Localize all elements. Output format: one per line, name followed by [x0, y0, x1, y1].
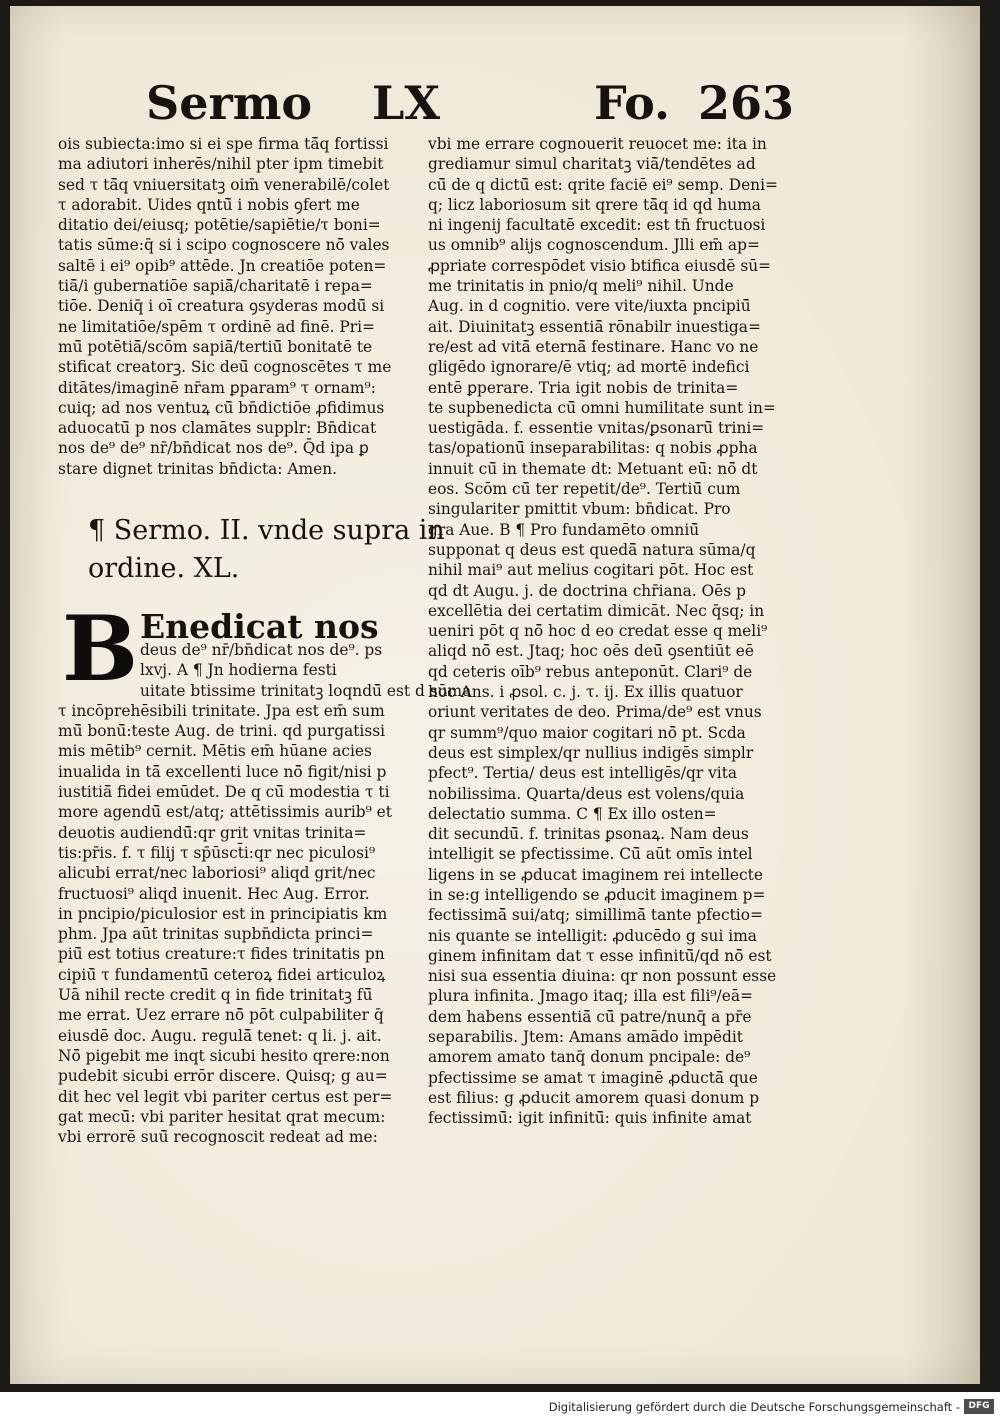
text-line: lxvj. A ¶ Jn hodierna festi [140, 661, 337, 680]
text-line: qd ceteris oīb⁹ rebus anteponūt. Clari⁹ de [428, 662, 753, 681]
text-line: singulariter pmittit vbum: bn̄dicat. Pro [428, 500, 731, 519]
text-line: ait. Diuinitatꝫ essentiā̄ rōnabilr inuestiga= [428, 317, 761, 336]
text-line: nisi sua essentia diuina: qr non possunt esse [428, 967, 777, 986]
text-line: aduocatū̄ p nos clamātes supplr: Bn̄dicat [58, 419, 377, 438]
text-line: ditatio dei/eiusq; potētie/sapiētie/τ boni= [58, 216, 381, 235]
running-head [146, 72, 795, 134]
text-line: deus est simplex/qr nullius indigēs simplr [428, 743, 754, 762]
left-column-body-text [58, 640, 472, 1147]
text-line: me trinitatis in pnio/q meli⁹ nihil. Unde [428, 277, 734, 296]
text-line: cuiq; ad nos ventuꝝ cū̄ bn̄dictiōe ꝓfidimus [58, 398, 385, 417]
text-line: phm. Jpa aūt trinitas supbn̄dicta princi= [58, 925, 374, 944]
running-head-folio-number: 263 [698, 76, 795, 130]
text-line: intelligit se pfectissime. Cū̄ aūt omīs intel [428, 845, 753, 864]
text-line: ligens in se ꝓducat imaginem rei intellecte [428, 865, 763, 884]
text-line: inualida in tā̄ excellenti luce nō̄ figit/nisi p [58, 762, 387, 781]
text-line: mis mētib⁹ cernit. Mētis em̄ hūane acies [58, 742, 372, 761]
text-line: in se:g intelligendo se ꝓducit imaginem p= [428, 885, 766, 904]
text-line: gat mecū̄: vbi pariter hesitat qrat mecum: [58, 1107, 386, 1126]
text-line: dit hec vel legit vbi pariter certus est per= [58, 1087, 393, 1106]
sermon-heading [88, 512, 445, 588]
text-line: tiōe. Deniq̄ i oī creatura ꝯsyderas modū̄ si [58, 297, 385, 316]
text-line: oriunt veritates de deo. Prima/de⁹ est vnus [428, 703, 762, 722]
text-line: gra Aue. B ¶ Pro fundamēto omniū̄ [428, 520, 700, 539]
text-line: ditātes/imaginē nr̄am ꝑparam⁹ τ ornam⁹: [58, 378, 376, 397]
text-line: q; licz laboriosum sit qrere tā̄q id qd huma [428, 195, 761, 214]
running-head-folio-label: Fo. [594, 76, 671, 130]
running-head-sermo: Sermo [146, 76, 313, 130]
text-line: mū̄ bonū̄:teste Aug. de trini. qd purgatissi [58, 722, 386, 741]
text-line: excellētia dei certatim dimicāt. Nec q̄sq; in [428, 601, 765, 620]
text-line: grediamur simul charitatꝫ viā̄/tendētes ad [428, 155, 756, 174]
text-line: dit secundū̄. f. trinitas ꝑsonaꝝ. Nam deus [428, 825, 749, 844]
text-line: nobilissima. Quarta/deus est volens/quia [428, 784, 745, 803]
text-line: ꝓpriate correspōdet visio btifica eiusdē sū= [428, 256, 772, 275]
text-line: nihil mai⁹ aut melius cogitari pōt. Hoc est [428, 561, 754, 580]
text-line: alicubi errat/nec laboriosi⁹ aliqd grit/nec [58, 864, 376, 883]
text-line: deus de⁹ nr̄/bn̄dicat nos de⁹. ps [140, 641, 383, 659]
text-line: me errat. Uez errare nō̄ pōt culpabiliter q̄ [58, 1006, 384, 1025]
text-line: cipiū̄ τ fundamentū̄ ceteroꝝ fidei articuloꝝ [58, 965, 386, 984]
text-line: ordine. XL. [88, 553, 240, 584]
text-line: ni ingenij facultatē excedit: est tn̄ fructuosi [428, 216, 766, 235]
left-column-top-text [58, 134, 398, 479]
text-line: more agendū̄ est/atq; attētissimis aurib⁹ et [58, 803, 392, 822]
text-line: aliqd nō̄ est. Jtaq; hoc oēs deū̄ ꝯsentiūt eē [428, 642, 755, 661]
text-line: tas/opationū̄ inseparabilitas: q nobis ꝓpha [428, 439, 758, 458]
text-line: saltē i ei⁹ opib⁹ attēde. Jn creatiōe poten= [58, 256, 387, 275]
text-line: sed τ tā̄q vniuersitatꝫ oim̄ venerabilē/colet [58, 175, 390, 194]
text-line: pudebit sicubi errōr discere. Quisq; g au= [58, 1067, 388, 1086]
text-line: innuit cū̄ in themate dt: Metuant eū̄: nō̄ dt [428, 459, 758, 478]
text-line: qr summ⁹/quo maior cogitari nō̄ pt. Scda [428, 723, 746, 742]
text-line: mū̄ potētiā̄/scōm sapiā̄/tertiū̄ bonitatē te [58, 337, 373, 356]
text-line: ois subiecta:imo si ei spe firma tā̄q fortissi [58, 135, 389, 153]
text-line: uestigāda. f. essentie vnitas/ꝑsonarū̄ trini= [428, 419, 765, 438]
text-line: τ adorabit. Uides qntū̄ i nobis ꝯfert me [58, 195, 360, 214]
text-line: ¶ Sermo. II. vnde supra in [88, 515, 445, 546]
text-line: nos de⁹ de⁹ nr̄/bn̄dicat nos de⁹. Q̄d ipa ꝑ [58, 439, 369, 458]
text-line: qd dt Augu. j. de doctrina chr̄iana. Oēs p [428, 581, 746, 600]
text-line: piū̄ est totius creature:τ fides trinitatis pn [58, 945, 385, 964]
text-line: ueniri pōt q nō̄ hoc d eo credat esse q meli⁹ [428, 622, 768, 641]
digitization-footer [0, 1392, 1000, 1423]
text-line: dem habens essentiā̄ cū̄ patre/nunq̄ a pr̄e [428, 1007, 752, 1026]
text-line: vbi errorē suū̄ recognoscit redeat ad me: [58, 1128, 378, 1147]
right-column-text [428, 134, 778, 1129]
text-line: ginem infinitam dat τ esse infinitū̄/qd nō̄ est [428, 946, 772, 965]
text-line: Uā nihil recte credit q in fide trinitatꝫ fū̄ [58, 986, 373, 1005]
text-line: re/est ad vitā̄ eternā̄ festinare. Hanc vo ne [428, 337, 759, 356]
text-line: tiā̄/i gubernatiōe sapiā̄/charitatē i repa= [58, 277, 373, 296]
text-line: fectissimū̄: igit infinitū̄: quis infinite amat [428, 1109, 752, 1128]
text-line: cū̄ de q dictū̄ est: qrite faciē ei⁹ semp. Deni= [428, 175, 778, 194]
text-line: iustitiā̄ fidei emūdet. De q cū̄ modestia τ ti [58, 783, 390, 802]
running-head-sermon-number: LX [372, 76, 441, 130]
text-line: stare dignet trinitas bn̄dicta: Amen. [58, 459, 338, 478]
text-line: pfect⁹. Tertia/ deus est intelligēs/qr vita [428, 764, 738, 783]
text-line: eiusdē doc. Augu. regulā̄ tenet: q li. j. ait. [58, 1026, 382, 1045]
text-line: ma adiutori inherēs/nihil pter ipm timebit [58, 155, 384, 174]
text-line: te supbenedicta cū̄ omni humilitate sunt in= [428, 398, 776, 417]
incipit-text: Enedicat nos [140, 607, 379, 646]
text-line: fectissimā̄ sui/atq; simillimā̄ tante pfectio= [428, 906, 763, 925]
decorated-initial: B [61, 596, 139, 702]
text-line: uitate btissime trinitatꝫ loqndū̄ est d sūma [140, 681, 472, 700]
text-line: deuotis audiendū̄:qr grit vnitas trinita= [58, 823, 367, 842]
text-line: Nō̄ pigebit me inqt sicubi hesito qrere:non [58, 1046, 390, 1065]
text-line: est filius: g ꝓducit amorem quasi donum p [428, 1088, 760, 1107]
text-line: pfectissime se amat τ imaginē ꝓductā̄ que [428, 1068, 758, 1087]
text-line: delectatio summa. C ¶ Ex illo osten= [428, 804, 717, 823]
text-line: τ incōprehēsibili trinitate. Jpa est em̄ sum [58, 701, 385, 720]
dfg-logo: DFG [964, 1399, 994, 1414]
text-line: separabilis. Jtem: Amans amādo impēdit [428, 1028, 743, 1047]
text-line: eos. Scōm cū̄ ter repetit/de⁹. Tertiū̄ cum [428, 480, 741, 499]
text-line: gligēdo ignorare/ē vtiq; ad mortē indefici [428, 358, 750, 377]
text-line: amorem amato tanq̄ donum pncipale: de⁹ [428, 1048, 751, 1067]
text-line: stificat creatorꝫ. Sic deū̄ cognoscētes τ me [58, 358, 392, 377]
text-line: ne limitatiōe/spēm τ ordinē ad finē. Pri= [58, 317, 375, 336]
text-line: entē ꝑperare. Tria igit nobis de trinita= [428, 378, 739, 397]
text-line: us omnib⁹ alijs cognoscendum. Jlli em̄ ap= [428, 236, 760, 255]
text-line: hoc Ans. i ꝓsol. c. j. τ. ij. Ex illis quatuor [428, 683, 743, 702]
funding-notice: Digitalisierung gefördert durch die Deutsche Forschungsgemeinschaft - [548, 1400, 960, 1414]
text-line: fructuosi⁹ aliqd inuenit. Hec Aug. Error. [58, 884, 370, 903]
text-line: in pncipio/piculosior est in principiatis km [58, 904, 388, 923]
text-line: vbi me errare cognouerit reuocet me: ita in [428, 135, 767, 153]
text-line: Aug. in d cognitio. vere vite/iuxta pncipiū̄ [428, 297, 751, 316]
text-line: supponat q deus est quedā̄ natura sūma/q [428, 540, 756, 559]
text-line: tatis sūme:q̄ si i scipo cognoscere nō̄ vales [58, 236, 390, 255]
text-line: nis quante se intelligit: ꝓducēdo g sui ima [428, 926, 757, 945]
text-line: plura infinita. Jmago itaq; illa est fili⁹/eā= [428, 987, 753, 1006]
text-line: tis:pr̄is. f. τ filij τ sp̄ūsct̄i:qr nec piculosi⁹ [58, 843, 376, 862]
